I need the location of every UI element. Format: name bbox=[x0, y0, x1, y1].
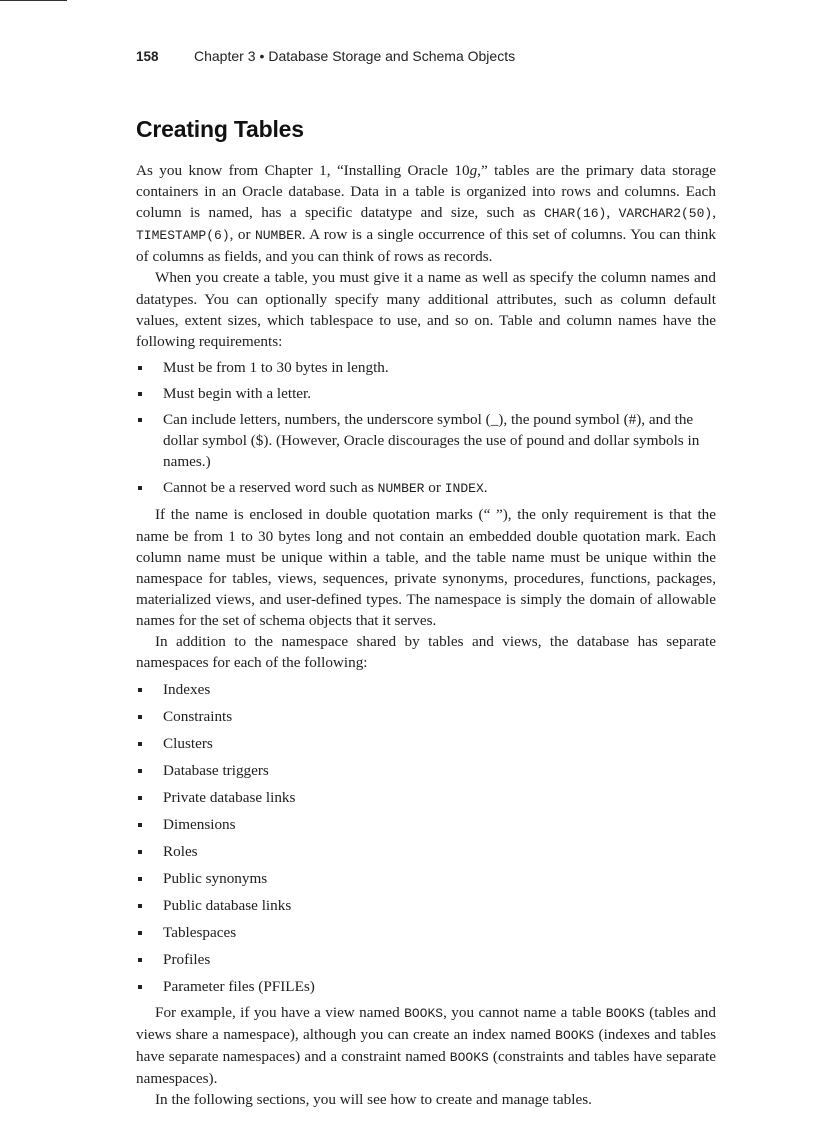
list-item: Cannot be a reserved word such as NUMBER or INDEX. bbox=[136, 477, 716, 499]
list-item: Database triggers bbox=[136, 760, 716, 781]
list-item: Private database links bbox=[136, 787, 716, 808]
code-timestamp: TIMESTAMP(6) bbox=[136, 228, 230, 244]
list-item: Can include letters, numbers, the underscore symbol (_), the pound symbol (#), and the dollar symbol ($). (However, Oracle discourages the use of pound and dollar symbols in names.) bbox=[136, 409, 716, 472]
list-item: Dimensions bbox=[136, 814, 716, 835]
code-varchar2: VARCHAR2(50) bbox=[618, 206, 713, 222]
list-item: Must be from 1 to 30 bytes in length. bbox=[136, 357, 716, 378]
list-item: Public synonyms bbox=[136, 868, 716, 889]
list-item: Tablespaces bbox=[136, 922, 716, 943]
body-text bbox=[136, 160, 716, 1110]
corner-crop-rule bbox=[0, 0, 67, 1]
list-item: Must begin with a letter. bbox=[136, 383, 716, 404]
paragraph-naming: When you create a table, you must give it a name as well as specify the column names and datatypes. You can optionally specify many additional attributes, such as column default values, extent sizes, which tablespace to use, and so on. Table and column names have the following requirements: bbox=[136, 269, 716, 350]
paragraph-namespaces: In addition to the namespace shared by tables and views, the database has separate namespaces for each of the following: bbox=[136, 632, 716, 672]
code-char: CHAR(16) bbox=[543, 206, 607, 222]
header-separator: • bbox=[259, 48, 265, 64]
list-item: Public database links bbox=[136, 895, 716, 916]
list-item: Indexes bbox=[136, 679, 716, 700]
paragraph-intro: As you know from Chapter 1, “Installing Oracle 10g,” tables are the primary data storage containers in an Oracle database. Data in a table is organized into rows and columns. Each column is named, has a specific datatype and size, such as CHAR(16), VARCHAR2(50), TIMESTAMP(6), or NUMBER. A row is a single occurrence of this set of columns. You can think of columns as fields, and you can think of rows as records. bbox=[136, 162, 717, 266]
section-title: Creating Tables bbox=[136, 116, 304, 142]
paragraph-closing: In the following sections, you will see how to create and manage tables. bbox=[155, 1091, 592, 1109]
requirements-list bbox=[136, 357, 716, 500]
namespaces-list bbox=[136, 679, 716, 997]
paragraph-example: For example, if you have a view named BOOKS, you cannot name a table BOOKS (tables and views share a namespace), although you can create an index named BOOKS (indexes and tables have separate namespaces) and a constraint named BOOKS (constraints and tables have separate namespaces). bbox=[136, 1003, 716, 1088]
paragraph-quoted-names: If the name is enclosed in double quotation marks (“ ”), the only requirement is that the name be from 1 to 30 bytes long and not contain an embedded double quotation mark. Each column name must be unique within a table, and the table name must be unique within the namespace for tables, views, sequences, private synonyms, procedures, functions, packages, materialized views, and user-defined types. The namespace is simply the domain of allowable names for the set of schema objects that it serves. bbox=[136, 506, 716, 629]
chapter-label: Chapter 3 bbox=[194, 48, 256, 64]
list-item: Parameter files (PFILEs) bbox=[136, 976, 716, 997]
list-item: Constraints bbox=[136, 706, 716, 727]
list-item: Profiles bbox=[136, 949, 716, 970]
code-number: NUMBER bbox=[254, 228, 302, 244]
chapter-title: Database Storage and Schema Objects bbox=[268, 48, 516, 64]
running-header bbox=[136, 48, 515, 64]
list-item: Clusters bbox=[136, 733, 716, 754]
list-item: Roles bbox=[136, 841, 716, 862]
page-number: 158 bbox=[136, 49, 159, 64]
